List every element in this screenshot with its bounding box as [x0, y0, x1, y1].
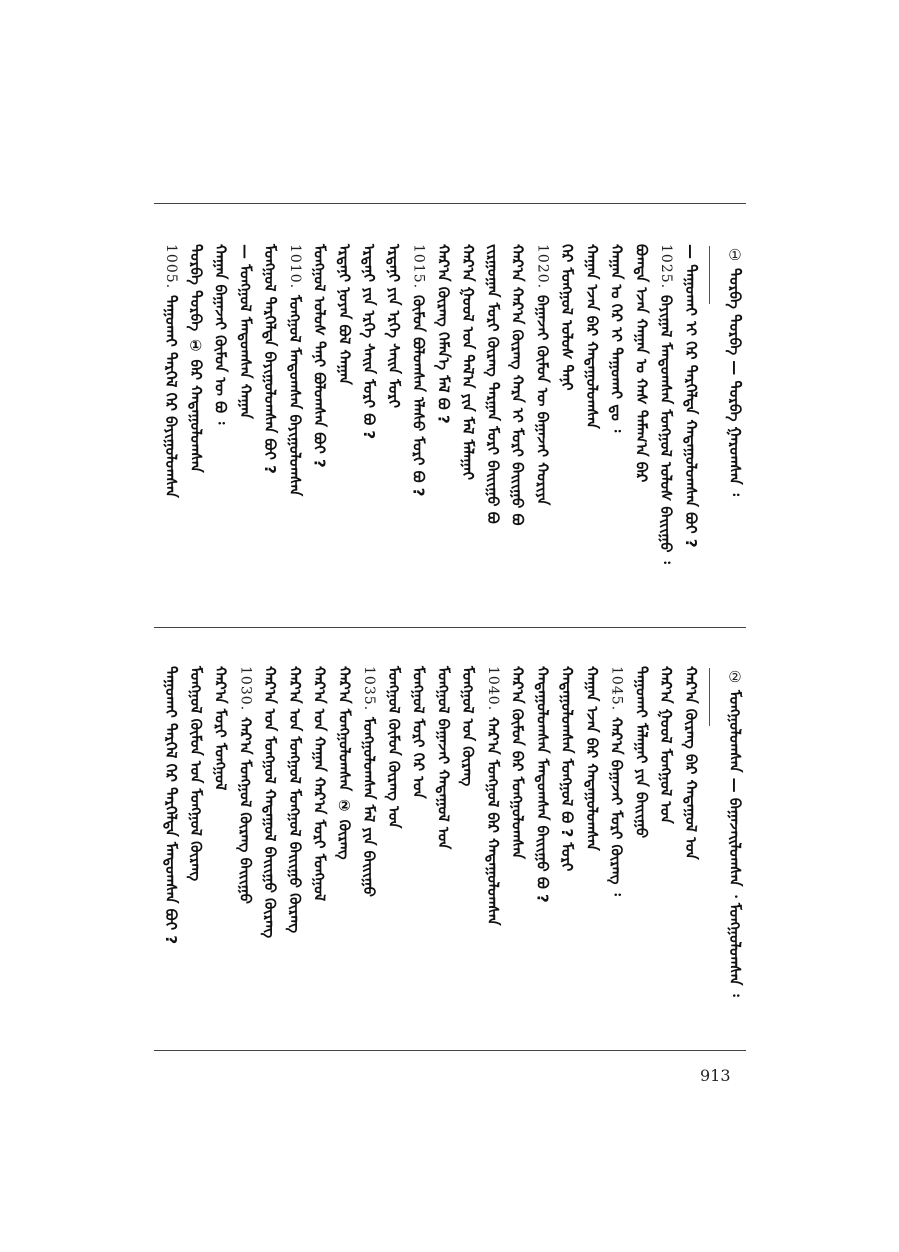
- verse-text: ᠬᠠᠷ᠎ᠠ ᠮᠣᠩᠭᠣᠯ ᠪᠡᠷ ᠬᠠᠳᠠᠭᠤᠯᠤᠭᠰᠠᠨ: [483, 717, 502, 926]
- footnote-separator-lower: [709, 668, 710, 726]
- footnote-mark: ②: [728, 668, 742, 686]
- verse-line: [282, 666, 308, 933]
- footnote-mark: ①: [728, 246, 742, 264]
- verse-text: ᠬᠠᠷ᠎ᠠ ᠮᠣᠷᠢ ᠮᠣᠩᠭᠣᠯ: [211, 666, 230, 791]
- verse-text: ᠬᠠᠭᠠᠨ ᠡᠵᠡᠨ ᠪᠡᠷ ᠬᠠᠳᠠᠭᠤᠯᠤᠭᠰᠠᠨ: [582, 666, 601, 851]
- verse-text: ᠬᠠᠷ᠎ᠠ ᠭᠣᠣᠯ ᠤᠨ ᠲᠠᠯ᠎ᠠ ᠶᠢᠨ ᠮᠠᠯ ᠮᠠᠯᠠᠭᠠᠢ: [459, 244, 478, 480]
- verse-text: ᠬᠠᠷ᠎ᠠ ᠭᠣᠣᠯ ᠮᠣᠩᠭᠣᠯ ᠤᠨ: [657, 666, 676, 824]
- verse-text: ᠭᠡᠷ ᠮᠣᠩᠭᠣᠯ ᠤᠯᠤᠰ ᠲᠠᠨᠢ: [558, 244, 577, 391]
- verse-line: [554, 666, 580, 871]
- verse-line: [604, 244, 630, 432]
- verse-line: [579, 666, 605, 851]
- verse-line: [307, 666, 333, 901]
- verse-line: [183, 244, 209, 473]
- line-number: 1030.: [237, 666, 254, 712]
- verse-line: [430, 666, 456, 849]
- verse-text: ᠬᠠᠷ᠎ᠠ ᠪᠠᠭᠠᠵᠠᠢ ᠮᠣᠷᠢ ᠬᠦᠷᠡᠩ ᠄: [607, 717, 626, 896]
- verse-line: [307, 244, 333, 468]
- verse-line: [529, 244, 555, 505]
- verse-line: [232, 244, 258, 419]
- bottom-rule: [154, 1050, 746, 1051]
- verse-line: [554, 244, 580, 391]
- verse-text: ᠪᠠᠭᠠᠵᠠᠢ ᠬᠦᠮᠦᠨ ᠦ ᠪᠠᠭᠠᠵᠠᠢ ᠬᠤᠷᠢᠶᠠ: [533, 295, 552, 506]
- top-rule: [154, 203, 746, 204]
- verse-text: ᠮᠣᠩᠭᠣᠯ ᠪᠠᠭᠠᠵᠠᠢ ᠬᠠᠳᠠᠭᠤᠯ ᠤᠨ: [434, 666, 453, 850]
- verse-line: [381, 666, 407, 828]
- verse-line: [406, 244, 432, 497]
- verse-line: [381, 244, 407, 408]
- verse-text: ᠳᠤᠷᠪᠡ ᠳᠤᠷᠪᠡ ① ᠪᠡᠷ ᠬᠠᠳᠠᠭᠤᠯᠤᠭᠰᠠᠨ: [186, 244, 205, 473]
- verse-line: [158, 666, 184, 944]
- verse-line: [257, 244, 283, 474]
- verse-line: [232, 666, 258, 904]
- verse-text: ᠮᠣᠩᠭᠣᠯ ᠬᠦᠮᠦᠨ ᠬᠦᠷᠡᠩ ᠤᠨ: [384, 666, 403, 829]
- verse-text: — ᠮᠣᠩᠭᠣᠯ ᠮᠠᠨᠳᠤᠭᠰᠠᠨ ᠬᠠᠭᠠᠨ: [236, 244, 255, 419]
- verse-line: [455, 244, 481, 480]
- verse-line: [628, 244, 654, 482]
- verse-line: [628, 666, 654, 838]
- verse-line: [356, 666, 382, 897]
- verse-line: [406, 666, 432, 799]
- verse-line: [653, 244, 679, 564]
- verse-text: — ᠲᠠᠭᠤᠬᠠᠢ ᠢ ᠭᠡᠷ ᠲᠡᠷᠭᠡᠯᠲᠡ ᠬᠠᠳᠠᠭᠤᠯᠤᠭᠰᠠᠨ ᠪᠤᠢ ?: [682, 244, 700, 548]
- verse-text: ᠬᠠᠷ᠎ᠠ ᠤᠨ ᠮᠣᠩᠭᠣᠯ ᠮᠣᠩᠭᠣᠯ ᠪᠠᠢᠢᠭᠤ ᠬᠦᠷᠡᠩ: [285, 666, 304, 934]
- verse-line: [331, 244, 357, 385]
- verse-text: ᠬᠠᠷ᠎ᠠ ᠤᠨ ᠬᠠᠭᠠᠨ ᠬᠠᠷ᠎ᠠ ᠮᠣᠷᠢ ᠮᠣᠩᠭᠣᠯ: [310, 666, 329, 902]
- verse-text: ᠮᠣᠩᠭᠣᠯ ᠮᠣᠷᠢ ᠭᠡᠷ ᠤᠨ: [409, 666, 428, 799]
- verse-line: [505, 244, 531, 525]
- verse-text: ᠬᠠᠷ᠎ᠠ ᠬᠦᠷᠡᠩ ᠪᠡᠷ ᠬᠠᠳᠠᠭᠤᠯ ᠤᠨ: [682, 666, 700, 860]
- verse-line: [579, 244, 605, 429]
- line-number: 1010.: [286, 244, 303, 290]
- footnote-text: ᠮᠣᠩᠭᠣᠯᠤᠭᠰᠠᠨ — ᠪᠠᠭᠠᠵᠠᠢᠯᠤᠭᠰᠠᠨ ᠂ ᠮᠣᠩᠭᠣᠯᠤᠭᠰᠠᠨ ᠄: [726, 690, 744, 997]
- verse-line: [282, 244, 308, 496]
- verse-text: ᠡᠷᠳᠡᠨᠢ ᠶᠢᠨ ᠡᠷᠬᠡ ᠰᠠᠢᠨ ᠮᠣᠷᠢ: [384, 244, 403, 409]
- verse-line: [158, 244, 184, 498]
- verse-text: ᠵᠢᠷᠭᠤᠭᠠᠨ ᠮᠣᠷᠢ ᠬᠦᠷᠡᠩ ᠲᠠᠷᠭᠠᠨ ᠮᠣᠷᠢ ᠪᠠᠢᠢᠭᠤ ᠪᠤ: [483, 244, 502, 524]
- verse-text: ᠮᠣᠩᠭᠣᠯ ᠬᠦᠮᠦᠨ ᠤᠨ ᠮᠣᠩᠭᠣᠯ ᠬᠦᠷᠡᠩ: [186, 666, 205, 882]
- verse-text: ᠮᠣᠩᠭᠣᠯ ᠲᠡᠷᠭᠡᠯᠲᠡ ᠪᠠᠶᠢᠭᠤᠯᠤᠭᠰᠠᠨ ᠪᠤᠢ ?: [261, 244, 280, 474]
- verse-line: [480, 666, 506, 926]
- verse-text: ᠬᠠᠷ᠎ᠠ ᠮᠣᠩᠭᠣᠯᠤᠭᠰᠠᠨ ② ᠬᠦᠷᠡᠩ: [335, 666, 354, 860]
- verse-text: ᠮᠣᠩᠭᠣᠯ ᠤᠨ ᠬᠦᠷᠡᠩ: [459, 666, 478, 787]
- verse-text: ᠮᠣᠩᠭᠣᠯ ᠮᠠᠨᠳᠤᠭᠰᠠᠨ ᠪᠠᠶᠢᠭᠤᠯᠤᠭᠰᠠᠨ: [285, 295, 304, 497]
- verse-text: ᠲᠠᠭᠤᠬᠠᠢ ᠮᠠᠯᠠᠭᠠᠢ ᠶᠢᠨ ᠪᠠᠢᠢᠭᠤ: [632, 666, 651, 839]
- verse-text: ᠮᠣᠩᠭᠣᠯᠤᠭᠰᠠᠨ ᠮᠠᠯ ᠶᠢᠨ ᠪᠠᠢᠢᠭᠤ: [360, 717, 379, 897]
- verse-line: [208, 666, 234, 790]
- verse-text: ᠬᠠᠭᠠᠨ ᠡᠵᠡᠨ ᠪᠡᠷ ᠬᠠᠳᠠᠭᠤᠯᠤᠭᠰᠠᠨ: [582, 244, 601, 429]
- verse-text: ᠬᠠᠳᠠᠭᠤᠯᠤᠭᠰᠠᠨ ᠮᠣᠩᠭᠣᠯ ᠪᠤ ? ᠮᠣᠷᠢ: [558, 666, 577, 872]
- middle-rule: [154, 627, 746, 628]
- verse-line: [455, 666, 481, 786]
- verse-line: [257, 666, 283, 938]
- footnote: [722, 246, 748, 496]
- verse-line: [480, 244, 506, 524]
- verse-text: ᠲᠠᠭᠤᠬᠠᠢ ᠲᠡᠷᠭᠡᠯ ᠭᠡᠷ ᠲᠡᠷᠭᠡᠯᠲᠡ ᠮᠠᠨᠳᠤᠭᠰᠠᠨ ᠪᠤᠢ ?: [162, 666, 180, 945]
- line-number: 1035.: [361, 666, 378, 712]
- verse-text: ᠬᠠᠳᠠᠭᠤᠯᠤᠭᠰᠠᠨ ᠮᠠᠨᠳᠤᠭᠰᠠᠨ ᠪᠠᠢᠢᠭᠤ ᠪᠤ ?: [533, 666, 552, 903]
- verse-line: [604, 666, 630, 896]
- footnote-text: ᠳᠤᠷᠪᠡ ᠳᠤᠷᠪᠡ — ᠳᠤᠷᠪᠡ ᠭᠠᠷᠤᠭᠰᠠᠨ ᠄: [726, 268, 744, 496]
- verse-text: ᠡᠷᠳᠡᠨᠢ ᠶᠢᠨ ᠡᠷᠬᠡ ᠰᠠᠢᠨ ᠮᠣᠷᠢ ᠪᠤ ?: [360, 244, 379, 440]
- verse-text: ᠲᠠᠭᠤᠬᠠᠢ ᠲᠡᠷᠭᠡᠯ ᠭᠡᠷ ᠪᠠᠶᠢᠭᠤᠯᠤᠭᠰᠠᠨ: [162, 295, 180, 498]
- verse-text: ᠬᠠᠷ᠎ᠠ ᠤᠨ ᠮᠣᠩᠭᠣᠯ ᠬᠠᠳᠠᠭᠤᠯ ᠪᠠᠢᠢᠭᠤ ᠬᠦᠷᠡᠩ: [261, 666, 280, 939]
- verse-text: ᠬᠦᠮᠦᠨ ᠪᠣᠯᠤᠭᠰᠠᠨ ᠡᠯᠡᠰᠦ ᠮᠣᠷᠢ ᠪᠤ ?: [409, 295, 428, 497]
- line-number: 1040.: [484, 666, 501, 712]
- verse-line: [505, 666, 531, 859]
- verse-text: ᠬᠠᠭᠠᠨ ᠤ ᠭᠡᠷ ᠢ ᠲᠠᠭᠤᠬᠠᠢ ᠳᠤ ᠄: [607, 244, 626, 433]
- verse-text: ᠪᠣᠭᠳᠠ ᠡᠵᠡᠨ ᠬᠠᠭᠠᠨ ᠤ ᠬᠠᠰ ᠲᠠᠮᠠᠭ᠎ᠠ ᠪᠡᠷ: [632, 244, 651, 483]
- verse-text: ᠮᠣᠩᠭᠣᠯ ᠤᠯᠤᠰ ᠲᠠᠨᠢ ᠪᠣᠯᠤᠭᠰᠠᠨ ᠪᠤᠢ ?: [310, 244, 329, 468]
- verse-line: [653, 666, 679, 824]
- verse-text: ᠬᠠᠷ᠎ᠠ ᠬᠦᠮᠦᠨ ᠪᠡᠷ ᠮᠣᠩᠭᠣᠯᠤᠭᠰᠠᠨ: [508, 666, 527, 860]
- verse-line: [331, 666, 357, 860]
- line-number: 1015.: [410, 244, 427, 290]
- verse-line: [430, 244, 456, 424]
- line-number: 1025.: [658, 244, 675, 290]
- line-number: 1045.: [608, 666, 625, 712]
- line-number: 1020.: [534, 244, 551, 290]
- verse-line: [208, 244, 234, 424]
- verse-text: ᠬᠠᠷ᠎ᠠ ᠬᠦᠷᠡᠩ ᠬᠡᠮᠡᠨ᠎ᠡ ᠮᠠᠯ ᠪᠤ ?: [434, 244, 453, 424]
- verse-line: [183, 666, 209, 881]
- verse-text: ᠪᠠᠶᠢᠭᠠᠯ ᠮᠠᠨᠳᠤᠭᠰᠠᠨ ᠮᠣᠩᠭᠣᠯ ᠤᠯᠤᠰ ᠪᠠᠢᠢᠭᠤ ᠄: [657, 295, 676, 564]
- verse-line: [529, 666, 555, 903]
- verse-line: [356, 244, 382, 439]
- verse-line: [678, 666, 704, 860]
- footnote-separator-upper: [709, 246, 710, 304]
- verse-text: ᠬᠠᠷ᠎ᠠ ᠬᠠᠷ᠎ᠠ ᠬᠦᠷᠡᠩ ᠬᠠᠷᠠ ᠢ ᠮᠣᠷᠢ ᠪᠠᠢᠢᠭᠤ ᠪᠤ: [508, 244, 527, 526]
- footnote: [722, 668, 748, 997]
- line-number: 1005.: [163, 244, 179, 290]
- verse-text: ᠬᠠᠭᠠᠨ ᠪᠠᠭᠠᠵᠠᠢ ᠬᠦᠮᠦᠨ ᠦ ᠪᠤ ᠄: [211, 244, 230, 425]
- page-number: 913: [700, 1066, 731, 1085]
- verse-text: ᠬᠠᠷ᠎ᠠ ᠮᠣᠩᠭᠣᠯ ᠬᠦᠷᠡᠩ ᠪᠠᠢᠢᠭᠤ: [236, 717, 255, 904]
- verse-line: [678, 244, 704, 548]
- verse-text: ᠡᠷᠳᠡᠨᠢ ᠨᠣᠶᠠᠨ ᠪᠣᠯ ᠬᠠᠭᠠᠨ: [335, 244, 354, 385]
